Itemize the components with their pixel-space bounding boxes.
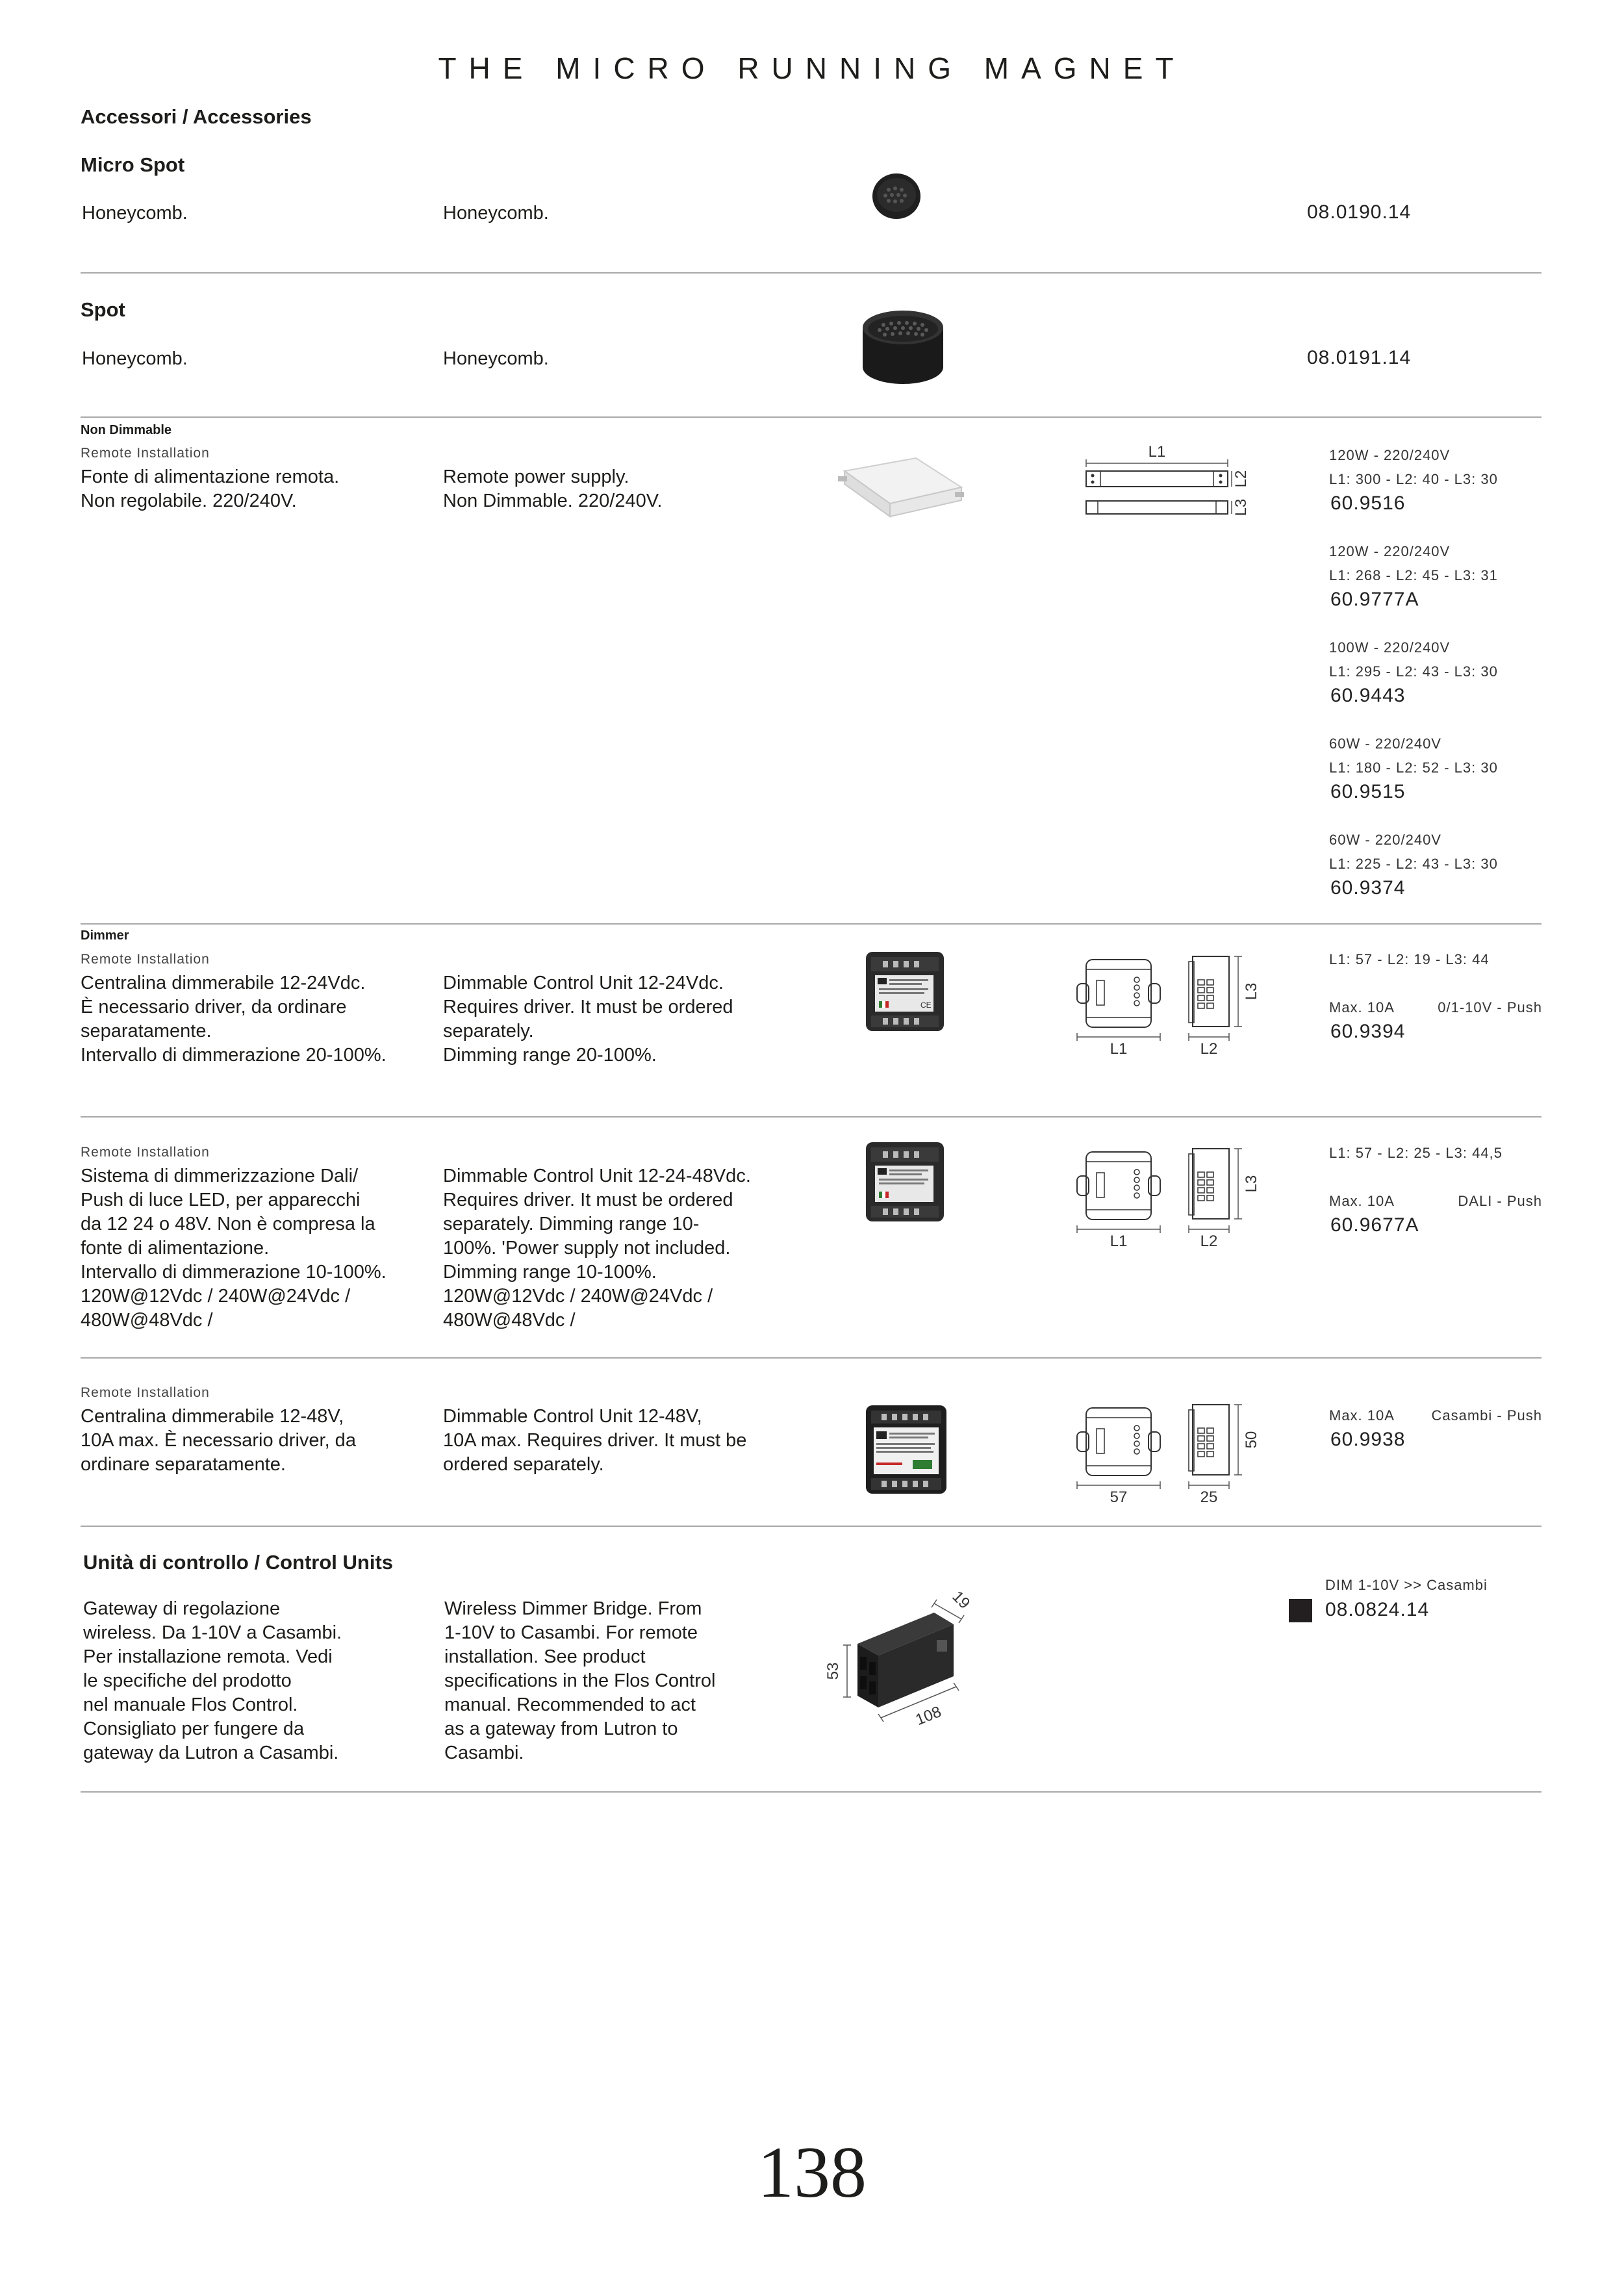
control-units-spec: DIM 1-10V >> Casambi: [1325, 1577, 1488, 1593]
variant-power: 120W - 220/240V: [1329, 447, 1451, 463]
variant-dimensions: L1: 268 - L2: 45 - L3: 31: [1329, 567, 1498, 583]
variant-code: 60.9516: [1330, 492, 1406, 514]
micro-spot-code: 08.0190.14: [1307, 201, 1412, 223]
casambi-protocol: Casambi - Push: [1431, 1407, 1542, 1424]
variant-power: 120W - 220/240V: [1329, 543, 1451, 559]
dimmer-desc-it: Centralina dimmerabile 12-24Vdc. È necessario driver, da ordinare separatamente. Intervallo di dimmerazione 20-100%.: [81, 973, 387, 1066]
spot-desc-it: Honeycomb.: [82, 348, 188, 369]
divider: [81, 1791, 1542, 1793]
dali-subheading: Remote Installation: [81, 1145, 210, 1160]
svg-text:CE: CE: [920, 1001, 932, 1010]
divider: [81, 272, 1542, 274]
drawing-label-l1: L1: [1148, 443, 1166, 461]
variant-dimensions: L1: 300 - L2: 40 - L3: 30: [1329, 471, 1498, 487]
page-title: THE MICRO RUNNING MAGNET: [438, 51, 1186, 85]
dimmer-drawing: [1072, 950, 1267, 1060]
non-dimmable-desc-en: Remote power supply. Non Dimmable. 220/240V.: [443, 466, 663, 511]
variant-dimensions: L1: 295 - L2: 43 - L3: 30: [1329, 663, 1498, 680]
variant-dimensions: L1: 180 - L2: 52 - L3: 30: [1329, 760, 1498, 776]
non-dimmable-heading: Non Dimmable: [81, 423, 172, 437]
divider: [81, 1357, 1542, 1359]
control-units-desc-en: Wireless Dimmer Bridge. From 1-10V to Casambi. For remote installation. See product specifications in the Flos Control manual. Recommended to act as a gateway from Lutron to Casambi.: [444, 1598, 716, 1763]
drawing-label-height: 50: [1243, 1431, 1260, 1449]
variant-dimensions: L1: 225 - L2: 43 - L3: 30: [1329, 856, 1498, 872]
dali-dimensions: L1: 57 - L2: 25 - L3: 44,5: [1329, 1145, 1503, 1161]
divider: [81, 1526, 1542, 1527]
control-units-desc-it: Gateway di regolazione wireless. Da 1-10V a Casambi. Per installazione remota. Vedi le specifiche del prodotto nel manuale Flos Control. Consigliato per fungere da gateway da Lutron a Casambi.: [83, 1598, 342, 1763]
dimmer-subheading: Remote Installation: [81, 952, 210, 967]
casambi-subheading: Remote Installation: [81, 1385, 210, 1400]
dali-max-current: Max. 10A: [1329, 1193, 1395, 1209]
casambi-unit-image: [861, 1400, 952, 1498]
drawing-label-width: 57: [1110, 1488, 1128, 1506]
casambi-desc-en: Dimmable Control Unit 12-48V, 10A max. Requires driver. It must be ordered separately.: [443, 1406, 747, 1475]
dimmer-heading: Dimmer: [81, 928, 129, 943]
spot-desc-en: Honeycomb.: [443, 348, 549, 369]
casambi-max-current: Max. 10A: [1329, 1407, 1395, 1424]
divider: [81, 1116, 1542, 1118]
drawing-label-height: 53: [824, 1662, 842, 1680]
variant-code: 60.9374: [1330, 877, 1406, 899]
dali-drawing: [1072, 1142, 1267, 1253]
variant-code: 60.9443: [1330, 685, 1406, 706]
dali-code: 60.9677A: [1330, 1214, 1419, 1236]
dimmer-desc-en: Dimmable Control Unit 12-24Vdc. Requires driver. It must be ordered separately. Dimming range 20-100%.: [443, 973, 733, 1066]
power-supply-drawing: [1078, 439, 1260, 526]
drawing-label-l1: L1: [1110, 1040, 1128, 1058]
dimmer-code: 60.9394: [1330, 1021, 1406, 1042]
drawing-label-l3: L3: [1243, 1175, 1260, 1193]
spot-code: 08.0191.14: [1307, 347, 1412, 368]
dali-desc-en: Dimmable Control Unit 12-24-48Vdc. Requires driver. It must be ordered separately. Dimming range 10- 100%. 'Power supply not included. Dimming range 10-100%. 120W@12Vdc / 240W@24Vdc / 480W@48Vdc /: [443, 1166, 751, 1331]
wireless-bridge-image: [818, 1585, 987, 1741]
divider: [81, 923, 1542, 925]
dali-desc-it: Sistema di dimmerizzazione Dali/ Push di luce LED, per apparecchi da 12 24 o 48V. Non è compresa la fonte di alimentazione. Intervallo di dimmerazione 10-100%. 120W@12Vdc / 240W@24Vdc / 480W@48Vdc /: [81, 1166, 387, 1331]
dimmer-unit-image: [861, 945, 952, 1036]
control-units-heading: Unità di controllo / Control Units: [83, 1551, 394, 1574]
dimmer-dimensions: L1: 57 - L2: 19 - L3: 44: [1329, 951, 1490, 967]
variant-power: 60W - 220/240V: [1329, 832, 1441, 848]
drawing-label-l1: L1: [1110, 1233, 1128, 1250]
variant-power: 100W - 220/240V: [1329, 639, 1451, 656]
dali-unit-image: [861, 1136, 952, 1227]
spot-honeycomb-image: [857, 305, 948, 387]
casambi-code: 60.9938: [1330, 1429, 1406, 1450]
non-dimmable-desc-it: Fonte di alimentazione remota. Non regolabile. 220/240V.: [81, 466, 340, 511]
control-units-code: 08.0824.14: [1325, 1599, 1430, 1620]
drawing-label-length: 108: [913, 1703, 944, 1730]
non-dimmable-subheading: Remote Installation: [81, 446, 210, 461]
section-heading: Accessori / Accessories: [81, 105, 312, 128]
variant-code: 60.9777A: [1330, 589, 1419, 610]
drawing-label-l2: L2: [1232, 470, 1250, 488]
micro-spot-desc-it: Honeycomb.: [82, 203, 188, 224]
dimmer-protocol: 0/1-10V - Push: [1438, 999, 1542, 1016]
finish-color-swatch: [1289, 1599, 1312, 1622]
casambi-drawing: [1072, 1398, 1267, 1509]
micro-spot-heading: Micro Spot: [81, 153, 185, 176]
page-number: 138: [757, 2132, 867, 2213]
drawing-label-l3: L3: [1232, 498, 1250, 517]
variant-code: 60.9515: [1330, 781, 1406, 802]
dimmer-max-current: Max. 10A: [1329, 999, 1395, 1016]
drawing-label-l2: L2: [1200, 1040, 1218, 1058]
variant-power: 60W - 220/240V: [1329, 735, 1441, 752]
drawing-label-depth: 25: [1200, 1488, 1218, 1506]
drawing-label-width: 19: [948, 1587, 974, 1613]
drawing-label-l2: L2: [1200, 1233, 1218, 1250]
micro-spot-desc-en: Honeycomb.: [443, 203, 549, 224]
micro-spot-honeycomb-image: [870, 170, 922, 222]
casambi-desc-it: Centralina dimmerabile 12-48V, 10A max. È necessario driver, da ordinare separatamente.: [81, 1406, 356, 1475]
spot-heading: Spot: [81, 298, 125, 321]
power-supply-image: [838, 452, 968, 530]
dali-protocol: DALI - Push: [1458, 1193, 1542, 1209]
divider: [81, 416, 1542, 418]
drawing-label-l3: L3: [1243, 982, 1260, 1001]
